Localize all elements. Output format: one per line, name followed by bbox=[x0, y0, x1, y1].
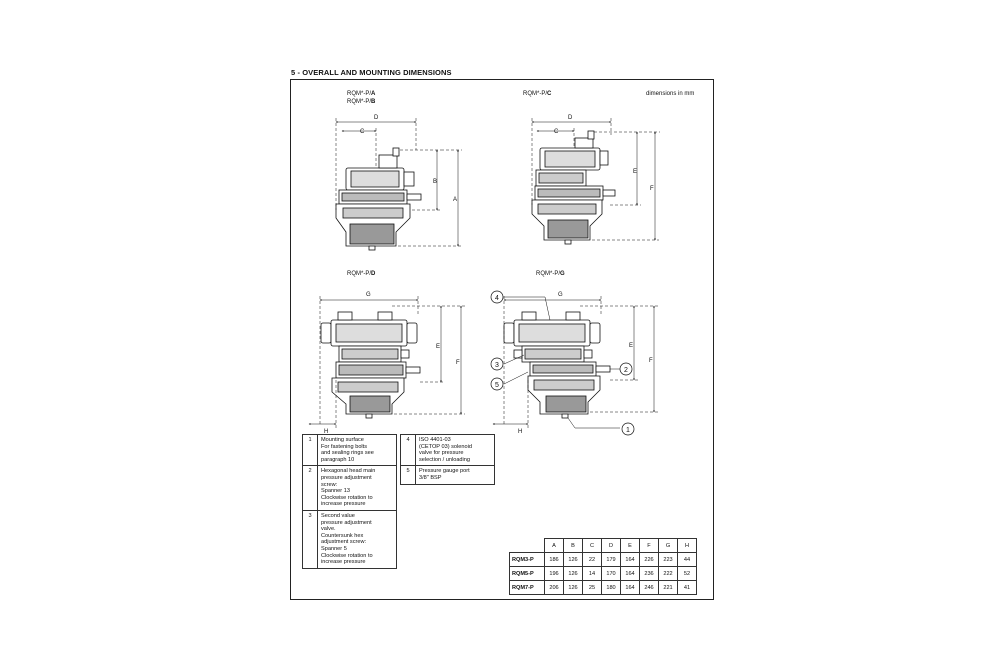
value-cell: 236 bbox=[640, 567, 659, 581]
view-label-d: RQM*-P/D bbox=[347, 271, 376, 277]
column-header: B bbox=[564, 539, 583, 553]
value-cell: 179 bbox=[602, 553, 621, 567]
model-cell: RQM3-P bbox=[510, 553, 545, 567]
view-label-a: RQM*-P/A bbox=[347, 91, 376, 97]
dim-g-g: G bbox=[558, 292, 563, 298]
dimensions-header-row bbox=[510, 539, 697, 553]
units-note: dimensions in mm bbox=[646, 91, 695, 97]
note-text: Mounting surface For fastening bolts and sealing rings see paragraph 10 bbox=[318, 435, 397, 466]
value-cell: 186 bbox=[545, 553, 564, 567]
note-text: Second value pressure adjustment valve. Countersunk hex adjustment screw: Spanner 5 Clockwise rotation to increase pressure bbox=[318, 510, 397, 568]
dim-a-ab: A bbox=[453, 197, 458, 203]
valve-drawing-ab bbox=[336, 148, 421, 250]
dim-e-c: E bbox=[633, 169, 638, 175]
dim-g-d: G bbox=[366, 292, 371, 298]
column-header: G bbox=[659, 539, 678, 553]
value-cell: 22 bbox=[583, 553, 602, 567]
section-title: 5 - OVERALL AND MOUNTING DIMENSIONS bbox=[291, 68, 452, 77]
value-cell: 41 bbox=[678, 581, 697, 595]
value-cell: 52 bbox=[678, 567, 697, 581]
value-cell: 164 bbox=[621, 567, 640, 581]
notes-table-left bbox=[302, 434, 397, 569]
note-row bbox=[401, 435, 495, 466]
valve-drawing-c bbox=[532, 131, 615, 244]
dim-b-ab: B bbox=[433, 179, 438, 185]
note-number: 5 bbox=[401, 466, 416, 484]
view-label-g: RQM*-P/G bbox=[536, 271, 565, 277]
note-row bbox=[303, 435, 397, 466]
note-row bbox=[303, 510, 397, 568]
value-cell: 222 bbox=[659, 567, 678, 581]
note-row bbox=[401, 466, 495, 484]
table-row bbox=[510, 553, 697, 567]
dim-h-d: H bbox=[324, 429, 329, 435]
value-cell: 226 bbox=[640, 553, 659, 567]
value-cell: 25 bbox=[583, 581, 602, 595]
note-number: 3 bbox=[303, 510, 318, 568]
model-cell: RQM5-P bbox=[510, 567, 545, 581]
dim-e-g: E bbox=[629, 343, 634, 349]
value-cell: 44 bbox=[678, 553, 697, 567]
model-cell: RQM7-P bbox=[510, 581, 545, 595]
value-cell: 206 bbox=[545, 581, 564, 595]
table-row bbox=[510, 581, 697, 595]
valve-drawing-g bbox=[504, 312, 610, 418]
note-row bbox=[303, 466, 397, 511]
dim-f-g: F bbox=[649, 358, 653, 364]
value-cell: 246 bbox=[640, 581, 659, 595]
dimensions-table bbox=[509, 538, 697, 595]
value-cell: 164 bbox=[621, 553, 640, 567]
value-cell: 14 bbox=[583, 567, 602, 581]
dim-e-d: E bbox=[436, 344, 441, 350]
column-header: D bbox=[602, 539, 621, 553]
dim-c-c: C bbox=[554, 129, 559, 135]
value-cell: 170 bbox=[602, 567, 621, 581]
dim-c-ab: C bbox=[360, 129, 365, 135]
dim-d-ab: D bbox=[374, 115, 379, 121]
value-cell: 126 bbox=[564, 553, 583, 567]
notes-table-right bbox=[400, 434, 495, 485]
view-label-b: RQM*-P/B bbox=[347, 99, 376, 105]
note-number: 2 bbox=[303, 466, 318, 511]
column-header: C bbox=[583, 539, 602, 553]
value-cell: 221 bbox=[659, 581, 678, 595]
value-cell: 126 bbox=[564, 567, 583, 581]
note-text: Hexagonal head main pressure adjustment screw: Spanner 13 Clockwise rotation to increase pressure bbox=[318, 466, 397, 511]
dim-f-d: F bbox=[456, 360, 460, 366]
note-text: Pressure gauge port 3/8" BSP bbox=[416, 466, 495, 484]
column-header: H bbox=[678, 539, 697, 553]
value-cell: 126 bbox=[564, 581, 583, 595]
column-header: E bbox=[621, 539, 640, 553]
dim-f-c: F bbox=[650, 186, 654, 192]
note-number: 1 bbox=[303, 435, 318, 466]
callout-4: 4 bbox=[495, 295, 499, 302]
column-header: A bbox=[545, 539, 564, 553]
value-cell: 223 bbox=[659, 553, 678, 567]
callout-2: 2 bbox=[624, 367, 628, 374]
callout-3: 3 bbox=[495, 362, 499, 369]
note-number: 4 bbox=[401, 435, 416, 466]
note-text: ISO 4401-03 (CETOP 03) solenoid valve for pressure selection / unloading bbox=[416, 435, 495, 466]
table-row bbox=[510, 567, 697, 581]
callout-1: 1 bbox=[626, 427, 630, 434]
value-cell: 196 bbox=[545, 567, 564, 581]
view-label-c: RQM*-P/C bbox=[523, 91, 552, 97]
table-corner bbox=[510, 539, 545, 553]
value-cell: 180 bbox=[602, 581, 621, 595]
dim-h-g: H bbox=[518, 429, 523, 435]
value-cell: 164 bbox=[621, 581, 640, 595]
column-header: F bbox=[640, 539, 659, 553]
callout-5: 5 bbox=[495, 382, 499, 389]
dim-d-c: D bbox=[568, 115, 573, 121]
